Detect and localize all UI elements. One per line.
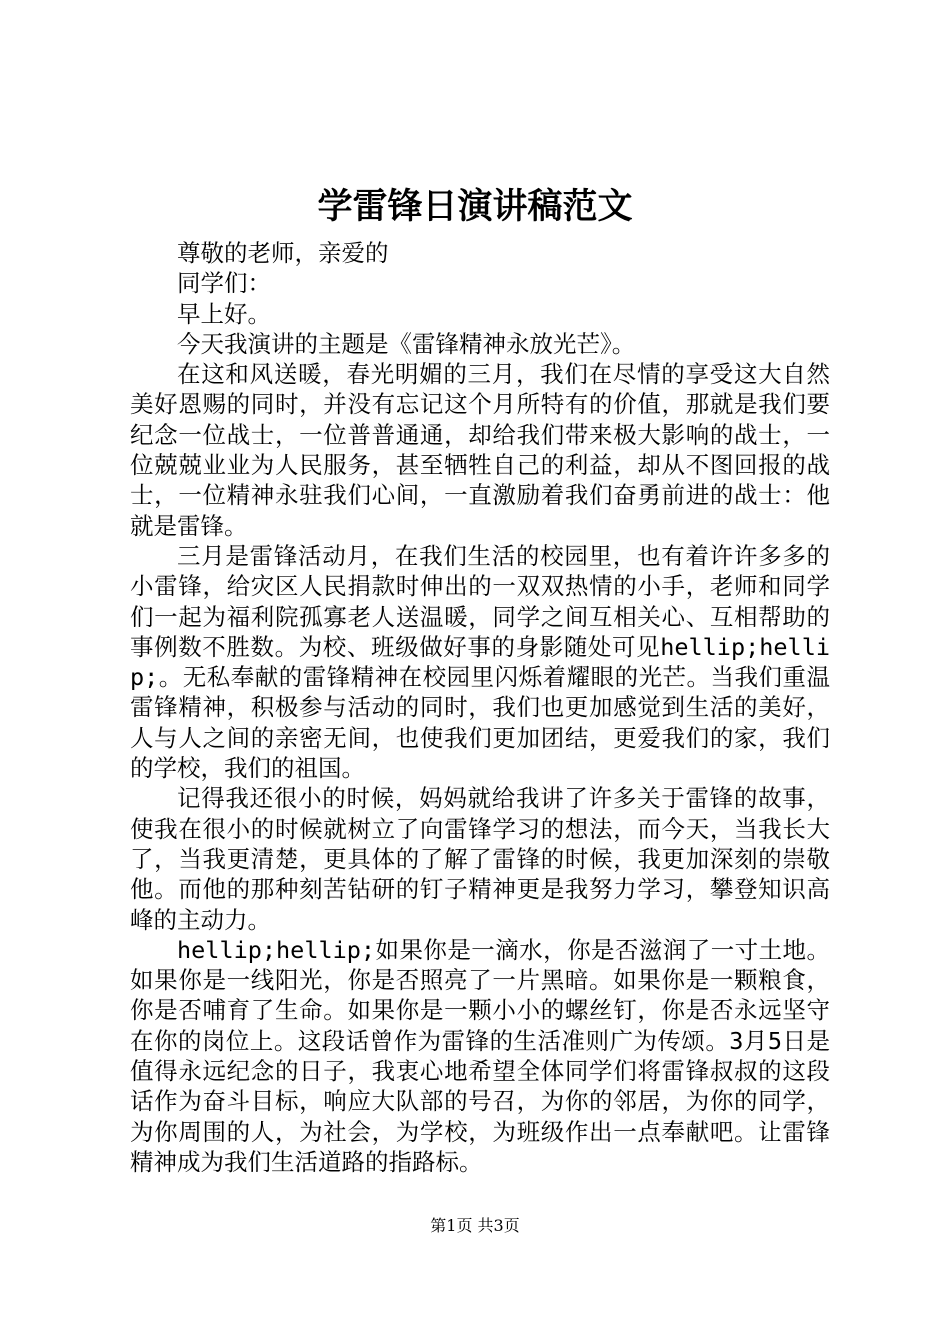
paragraph-body: 在这和风送暖，春光明媚的三月，我们在尽情的享受这大自然美好恩赐的同时，并没有忘记这个月所特有的价值，那就是我们要纪念一位战士，一位普普通通，却给我们带来极大影响的战士，一位兢兢业业为人民服务，甚至牺牲自己的利益，却从不图回报的战士，一位精神永驻我们心间，一直激励着我们奋勇前进的战士：他就是雷锋。 [130,360,830,540]
paragraph-body: 记得我还很小的时候，妈妈就给我讲了许多关于雷锋的故事，使我在很小的时候就树立了向雷锋学习的想法，而今天，当我长大了，当我更清楚，更具体的了解了雷锋的时候，我更加深刻的崇敬他。而他的那种刻苦钻研的钉子精神更是我努力学习，攀登知识高峰的主动力。 [130,784,830,934]
paragraph-salutation-cont: 同学们： [177,269,271,298]
paragraph-body: hellip;hellip;如果你是一滴水，你是否滋润了一寸土地。如果你是一线阳光，你是否照亮了一片黑暗。如果你是一颗粮食，你是否哺育了生命。如果你是一颗小小的螺丝钉，你是否永远坚守在你的岗位上。这段话曾作为雷锋的生活准则广为传颂。3月5日是值得永远纪念的日子，我衷心地希望全体同学们将雷锋叔叔的这段话作为奋斗目标，响应大队部的号召，为你的邻居，为你的同学，为你周围的人，为社会，为学校，为班级作出一点奉献吧。让雷锋精神成为我们生活道路的指路标。 [130,935,830,1176]
page-title: 学雷锋日演讲稿范文 [317,186,633,227]
paragraph-salutation: 尊敬的老师，亲爱的 [177,239,389,267]
document-body [130,238,830,1177]
paragraph-body: 三月是雷锋活动月，在我们生活的校园里，也有着许许多多的小雷锋，给灾区人民捐款时伸出的一双双热情的小手，老师和同学们一起为福利院孤寡老人送温暖，同学之间互相关心、互相帮助的事例数不胜数。为校、班级做好事的身影随处可见hellip;hellip;。无私奉献的雷锋精神在校园里闪烁着耀眼的光芒。当我们重温雷锋精神，积极参与活动的同时，我们也更加感觉到生活的美好，人与人之间的亲密无间，也使我们更加团结，更爱我们的家，我们的学校，我们的祖国。 [130,541,830,783]
paragraph-greeting: 早上好。 [177,299,271,328]
paragraph-topic: 今天我演讲的主题是《雷锋精神永放光芒》。 [177,329,636,358]
page-number-footer: 第1页 共3页 [430,1216,520,1235]
